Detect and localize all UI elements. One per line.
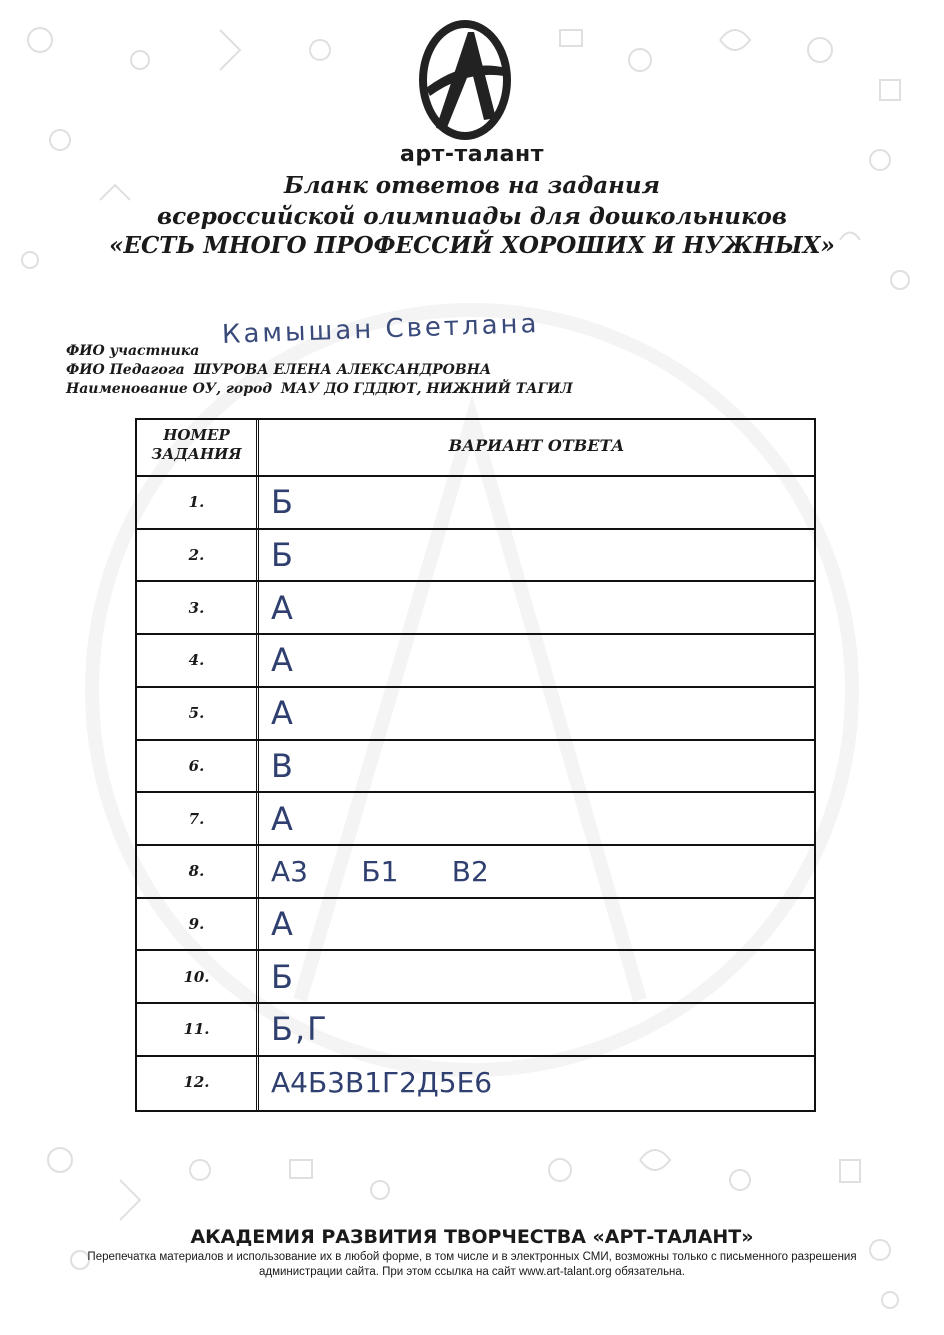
table-row xyxy=(137,739,814,792)
answer-cell-handwritten: А4Б3В1Г2Д5Е6 xyxy=(271,1065,493,1099)
answer-cell-handwritten: Б xyxy=(271,536,295,575)
answer-cell-handwritten: Б xyxy=(271,483,295,522)
art-talant-logo-icon xyxy=(416,18,514,148)
answer-cell-handwritten: А xyxy=(271,799,295,838)
teacher-label: ФИО Педагога xyxy=(66,362,185,378)
organization-label: Наименование ОУ, город xyxy=(66,381,273,397)
answer-cell-handwritten: А xyxy=(271,694,295,733)
task-number-cell: 9. xyxy=(188,914,205,933)
header-answer-variant: ВАРИАНТ ОТВЕТА xyxy=(448,436,625,455)
answer-cell-handwritten: А xyxy=(271,641,295,680)
table-row xyxy=(137,580,814,633)
task-number-cell: 5. xyxy=(188,704,205,723)
header-task-number: НОМЕР ЗАДАНИЯ xyxy=(151,426,242,463)
task-number-cell: 4. xyxy=(188,651,205,670)
answer-cell-handwritten: В xyxy=(271,746,295,785)
task-number-cell: 12. xyxy=(183,1073,210,1092)
footer-academy-title: АКАДЕМИЯ РАЗВИТИЯ ТВОРЧЕСТВА «АРТ-ТАЛАНТ» xyxy=(190,1226,754,1248)
answer-cell-handwritten: А xyxy=(271,904,295,943)
answer-cell-handwritten: А3 Б1 В2 xyxy=(271,854,489,888)
table-row xyxy=(137,1055,814,1108)
table-row xyxy=(137,633,814,686)
task-number-cell: 3. xyxy=(188,598,205,617)
column-divider xyxy=(256,420,259,1110)
table-row xyxy=(137,791,814,844)
form-title-line-2: всероссийской олимпиады для дошкольников xyxy=(157,203,787,230)
table-row xyxy=(137,686,814,739)
task-number-cell: 2. xyxy=(188,546,205,565)
answer-cell-handwritten: Б,Г xyxy=(271,1010,329,1049)
table-row xyxy=(137,475,814,528)
task-number-cell: 1. xyxy=(188,493,205,512)
task-number-cell: 11. xyxy=(183,1020,210,1039)
answer-cell-handwritten: Б xyxy=(271,957,295,996)
organization-value: МАУ ДО ГДДЮТ, НИЖНИЙ ТАГИЛ xyxy=(280,381,573,397)
task-number-cell: 7. xyxy=(188,809,205,828)
task-number-cell: 10. xyxy=(183,967,210,986)
footer-copyright-note: Перепечатка материалов и использование их в любой форме, в том числе и в электронных СМИ, возможны только с письменного разрешения администрации сайта. При этом ссылка на сайт www.art-talant.org обязательна. xyxy=(87,1251,857,1278)
table-row xyxy=(137,949,814,1002)
organization-row xyxy=(66,381,573,397)
table-row xyxy=(137,528,814,581)
answers-table xyxy=(135,418,816,1112)
form-title-line-1: Бланк ответов на задания xyxy=(284,172,660,199)
participant-name-handwritten: Камышан Светлана xyxy=(221,308,540,350)
table-row xyxy=(137,897,814,950)
participant-label: ФИО участника xyxy=(66,343,200,359)
table-header-row xyxy=(137,420,814,475)
brand-name: арт-талант xyxy=(400,142,544,167)
task-number-cell: 8. xyxy=(188,862,205,881)
teacher-row xyxy=(66,362,491,378)
answer-cell-handwritten: А xyxy=(271,588,295,627)
table-row xyxy=(137,1002,814,1055)
form-title-line-3: «ЕСТЬ МНОГО ПРОФЕССИЙ ХОРОШИХ И НУЖНЫХ» xyxy=(109,232,835,259)
participant-row xyxy=(66,343,199,359)
teacher-value: ШУРОВА ЕЛЕНА АЛЕКСАНДРОВНА xyxy=(193,362,492,378)
task-number-cell: 6. xyxy=(188,756,205,775)
table-row xyxy=(137,844,814,897)
